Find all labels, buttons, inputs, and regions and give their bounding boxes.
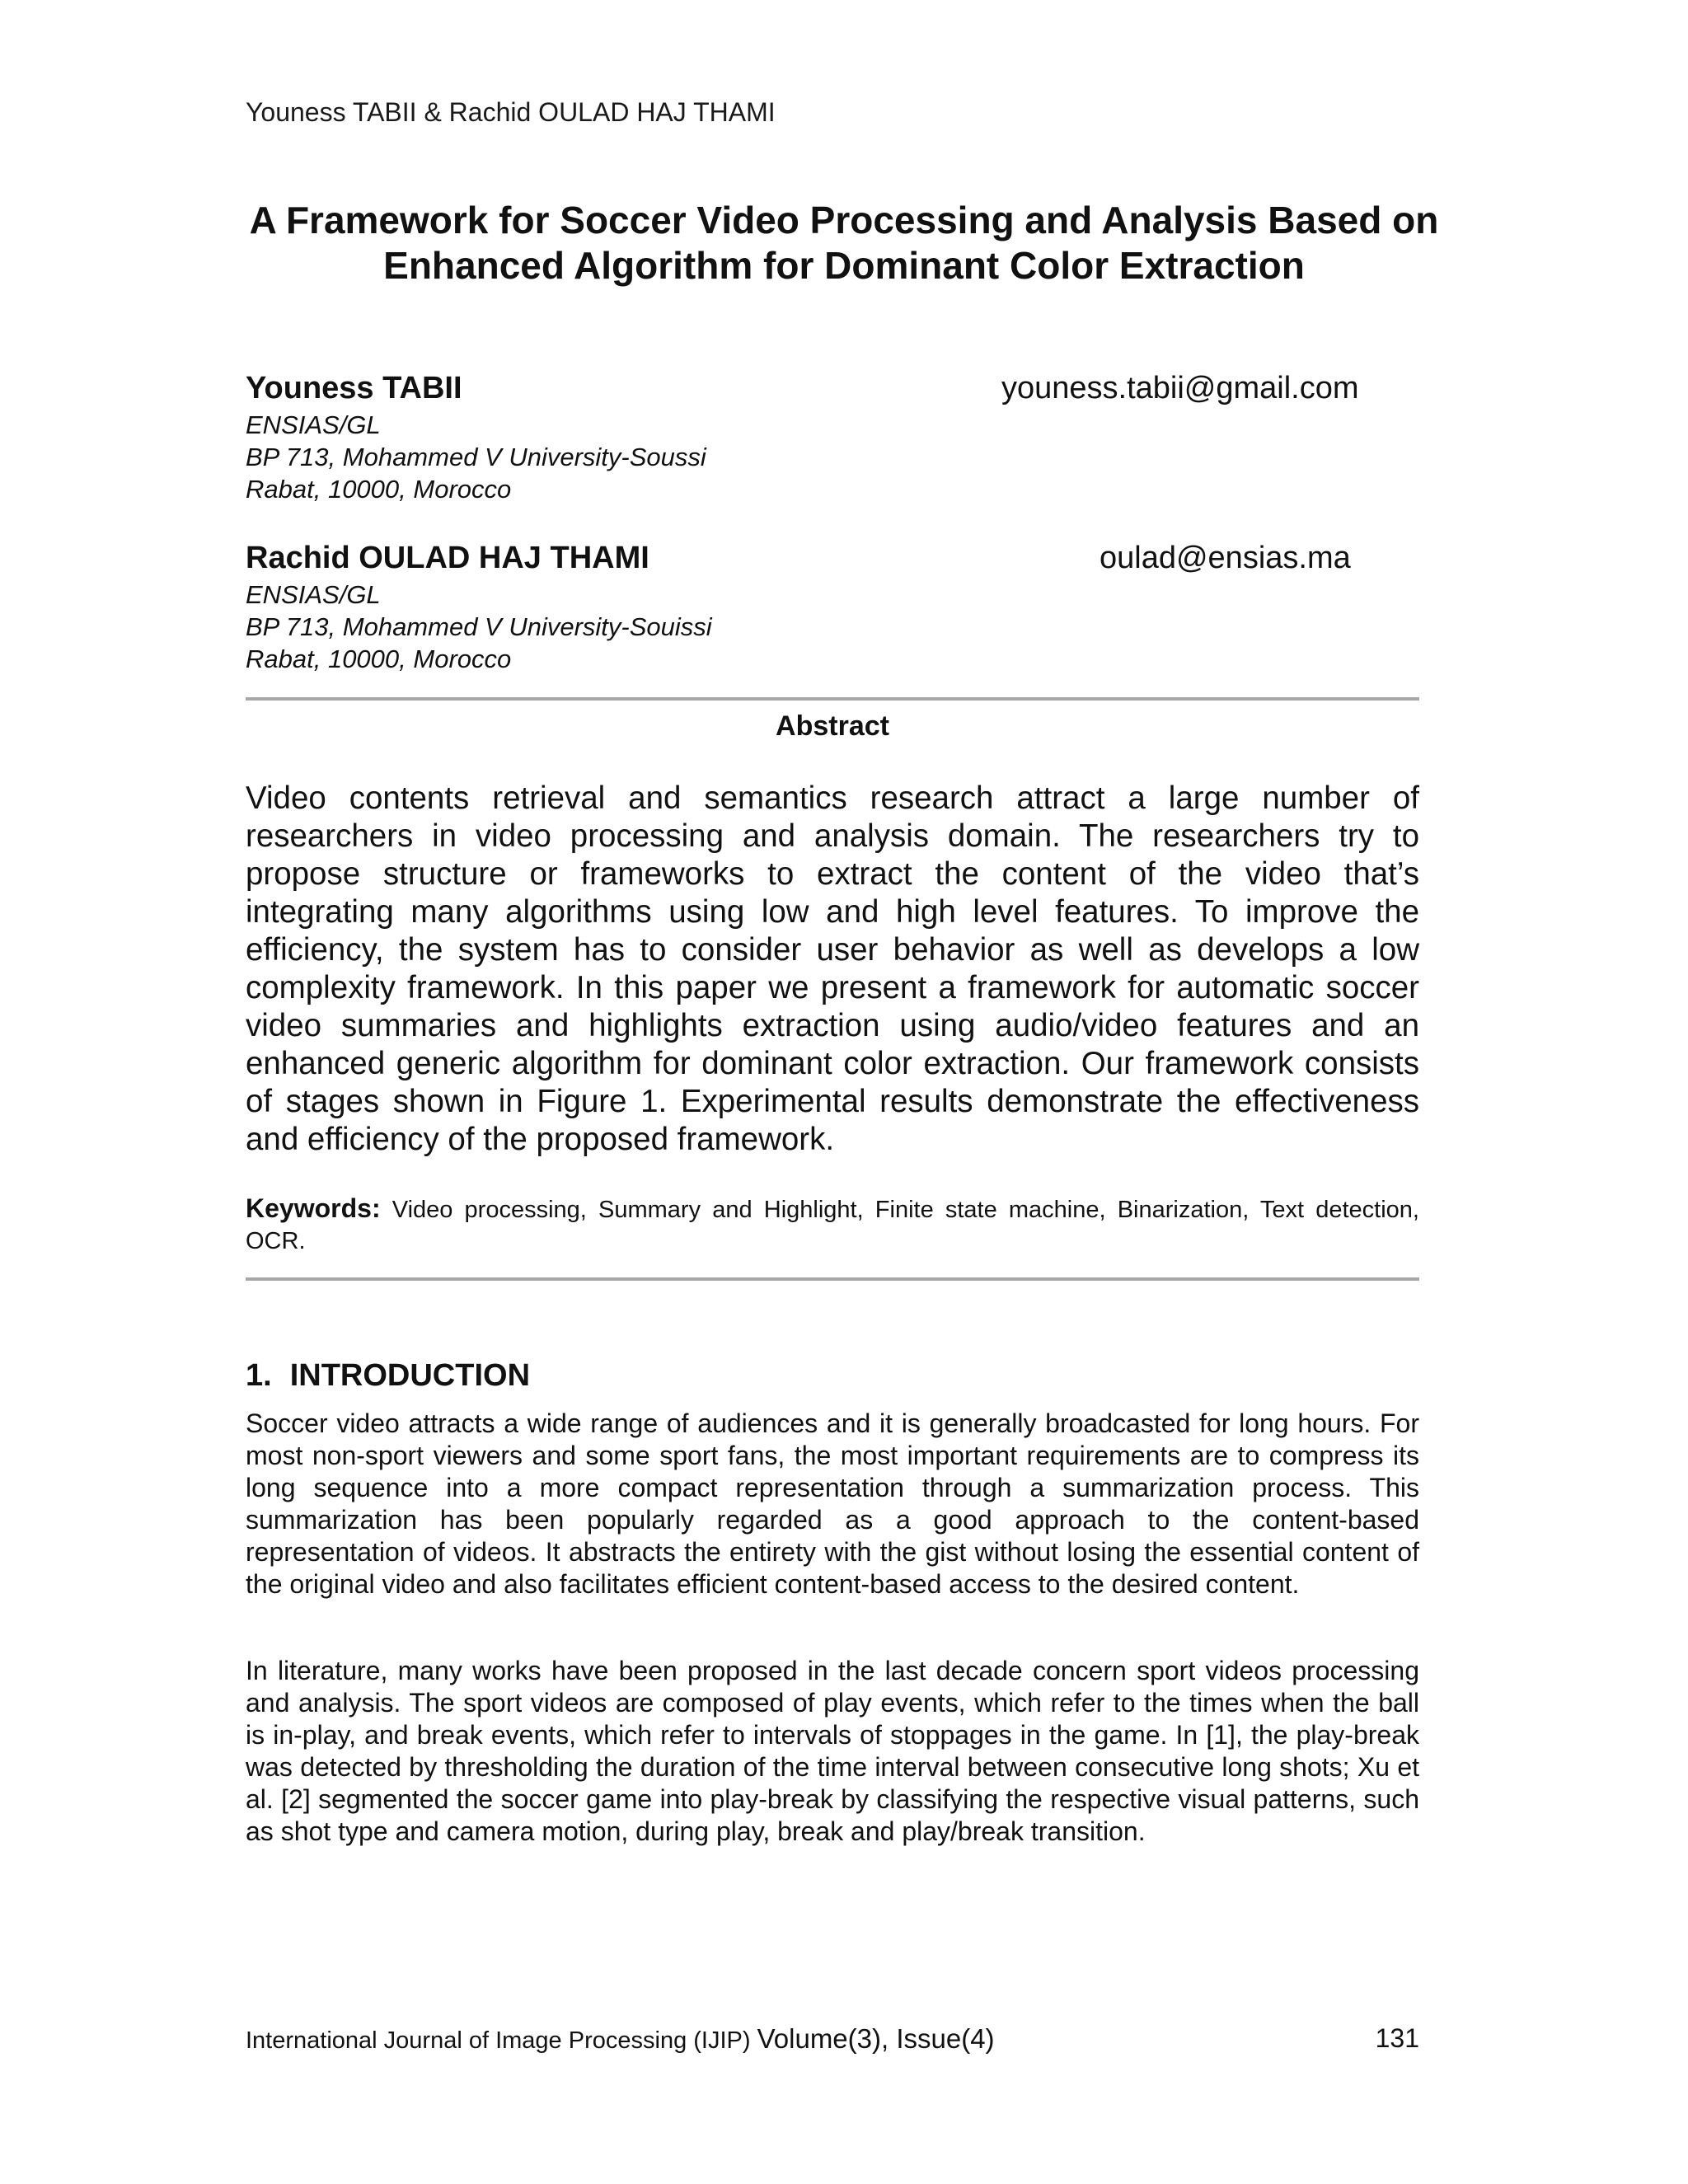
section-heading bbox=[246, 1358, 530, 1394]
paper-title: A Framework for Soccer Video Processing and Analysis Based on Enhanced Algorithm for Dominant Color Extraction bbox=[249, 199, 1439, 287]
author-email: oulad@ensias.ma bbox=[1100, 541, 1351, 575]
author-email: youness.tabii@gmail.com bbox=[1001, 371, 1359, 405]
author-affiliation-city: Rabat, 10000, Morocco bbox=[246, 644, 512, 673]
keywords-label: Keywords: bbox=[246, 1193, 381, 1223]
abstract-bottom-rule bbox=[246, 1277, 1419, 1281]
section-title: INTRODUCTION bbox=[289, 1358, 531, 1393]
author-name: Youness TABII bbox=[246, 371, 462, 405]
abstract-top-rule bbox=[246, 697, 1419, 701]
abstract-body: Video contents retrieval and semantics research attract a large number of researchers in video processing and analysis domain. The researchers try to propose structure or frameworks to extract the content of the video that’s integrating many algorithms using low and high level features. To improve the efficiency, the system has to consider user behavior as well as develops a low complexity framework. In this paper we present a framework for automatic soccer video summaries and highlights extraction using audio/video features and an enhanced generic algorithm for dominant color extraction. Our framework consists of stages shown in Figure 1. Experimental results demonstrate the effectiveness and efficiency of the proposed framework. bbox=[246, 780, 1419, 1157]
footer-volume: Volume(3), Issue(4) bbox=[757, 2023, 995, 2054]
intro-paragraph: Soccer video attracts a wide range of audiences and it is generally broadcasted for long hours. For most non-sport viewers and some sport fans, the most important requirements are to compress its long sequence into a more compact representation through a summarization process. This summarization has been popularly regarded as a good approach to the content-based representation of videos. It abstracts the entirety with the gist without losing the essential content of the original video and also facilitates efficient content-based access to the desired content. bbox=[246, 1408, 1419, 1599]
author-affiliation-dept: ENSIAS/GL bbox=[246, 410, 381, 439]
author-affiliation-address: BP 713, Mohammed V University-Soussi bbox=[246, 443, 706, 471]
footer-journal-name: International Journal of Image Processing (IJIP) bbox=[246, 2027, 751, 2054]
running-header: Youness TABII & Rachid OULAD HAJ THAMI bbox=[246, 97, 776, 127]
author-name: Rachid OULAD HAJ THAMI bbox=[246, 541, 649, 575]
author-affiliation-city: Rabat, 10000, Morocco bbox=[246, 475, 512, 504]
section-number: 1. bbox=[246, 1358, 272, 1393]
intro-paragraph: In literature, many works have been proposed in the last decade concern sport videos processing and analysis. The sport videos are composed of play events, which refer to the times when the ball is in-play, and break events, which refer to intervals of stoppages in the game. In [1], the play-break was detected by thresholding the duration of the time interval between consecutive long shots; Xu et al. [2] segmented the soccer game into play-break by classifying the respective visual patterns, such as shot type and camera motion, during play, break and play/break transition. bbox=[246, 1656, 1419, 1846]
abstract-heading: Abstract bbox=[776, 710, 889, 742]
author-affiliation-dept: ENSIAS/GL bbox=[246, 580, 381, 609]
keywords-text: Video processing, Summary and Highlight, Finite state machine, Binarization, Text detection, OCR. bbox=[246, 1197, 1419, 1254]
footer-journal bbox=[246, 2023, 995, 2055]
page-number: 131 bbox=[1375, 2023, 1419, 2053]
author-affiliation-address: BP 713, Mohammed V University-Souissi bbox=[246, 612, 712, 641]
keywords bbox=[246, 1193, 1419, 1257]
